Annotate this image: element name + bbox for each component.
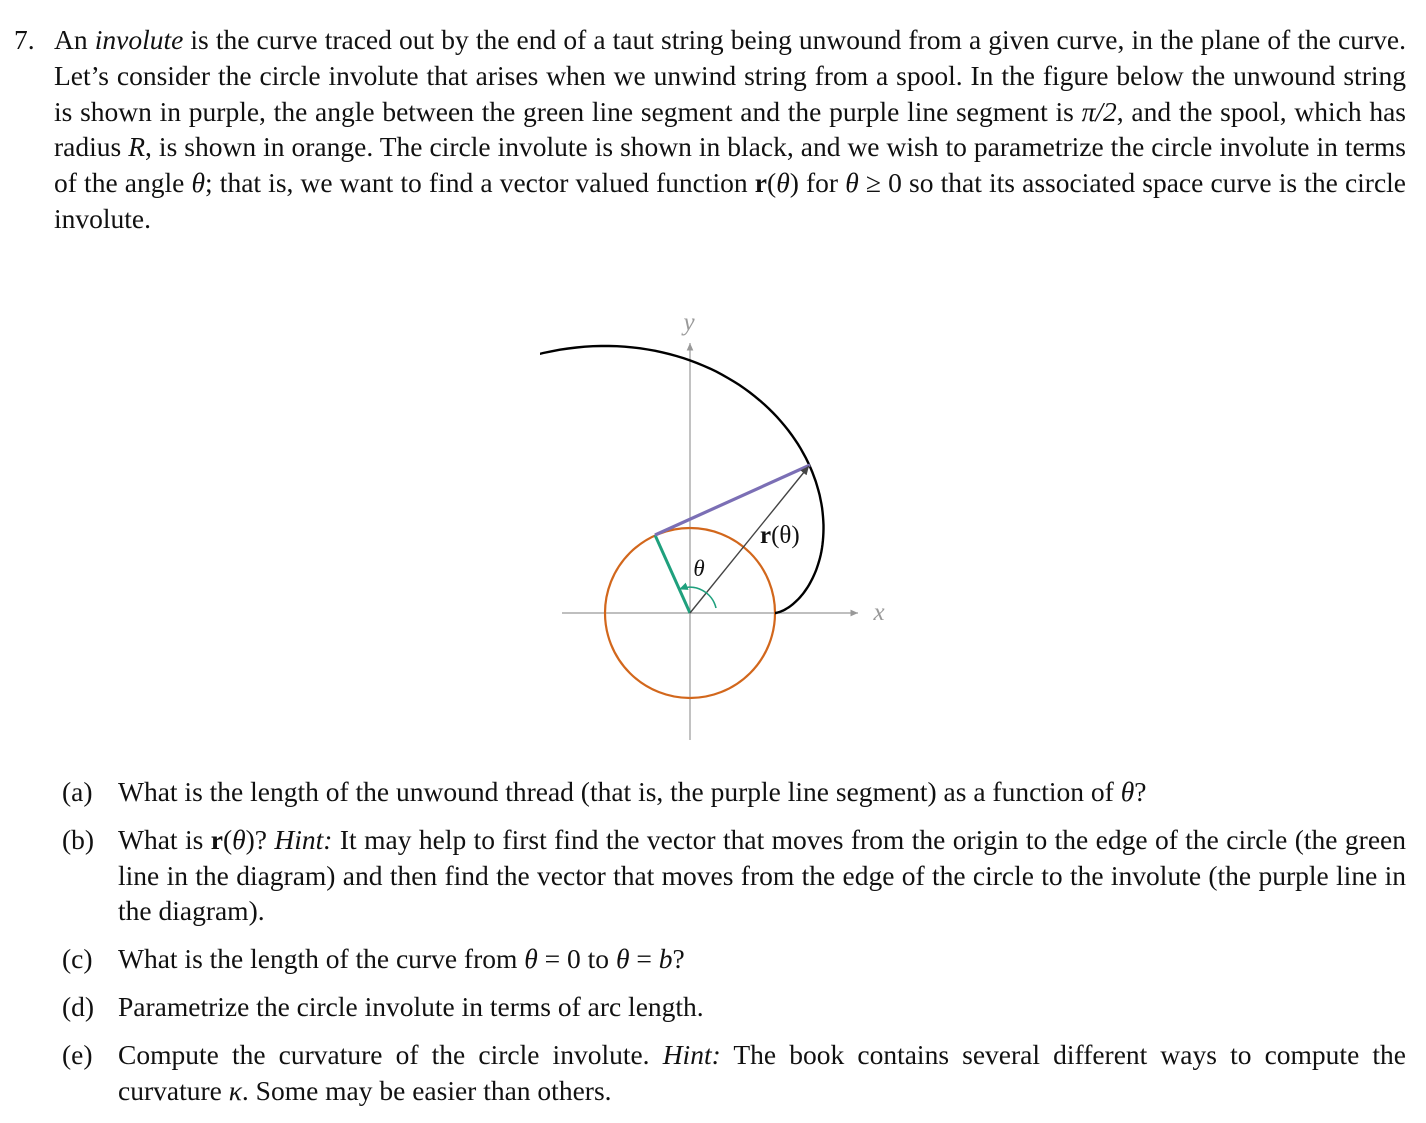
subquestion-text: What is the length of the curve from — [118, 943, 525, 975]
subquestion-text: The book contains several different ways to compute the curvature — [118, 1038, 1406, 1106]
term-involute: involute — [94, 24, 184, 55]
subquestion-text: b — [658, 943, 673, 975]
subquestion-text: ? — [672, 943, 685, 975]
subquestion-text: Hint: — [662, 1038, 721, 1070]
problem-number: 7. — [14, 24, 35, 55]
axis-label-y: y — [683, 309, 695, 336]
subquestion-d — [62, 989, 1406, 1025]
subquestion-text: = 0 to — [537, 943, 616, 975]
text-segment: , is shown in orange. The circle involute is shown in black, and we wish to parametrize the circle involute in terms of the angle — [54, 131, 1406, 199]
vector-label-rest: (θ) — [771, 522, 800, 549]
subquestion-b — [62, 822, 1406, 929]
math-theta: θ — [845, 167, 859, 199]
problem-text — [54, 22, 1406, 237]
axis-label-x: x — [873, 599, 885, 626]
subquestion-text: )? — [245, 823, 275, 855]
subquestion-text: Parametrize the circle involute in terms of arc length. — [118, 990, 704, 1022]
subquestion-text: It may help to first find the vector that moves from the origin to the edge of the circle (the green line in the diagram) and then find the vector that moves from the edge of the circle to the involute (the purple line in the diagram). — [118, 823, 1406, 927]
subquestion-text: θ — [232, 823, 246, 855]
subquestion-text: ? — [1134, 776, 1147, 807]
subquestion-text: θ — [615, 943, 630, 975]
radius-segment — [655, 535, 690, 613]
text-segment: ( — [767, 167, 777, 199]
subquestion-label: (c) — [62, 943, 93, 975]
vector-label-bold: r — [760, 522, 772, 549]
subquestion-text: θ — [524, 943, 538, 975]
text-segment: ≥ 0 so that its associated space curve is the circle involute. — [54, 167, 1406, 234]
subquestion-label: (d) — [62, 990, 95, 1022]
problem-statement — [14, 22, 1406, 237]
math-pi-half: π/2 — [1081, 95, 1117, 127]
subquestion-e — [62, 1037, 1406, 1109]
subquestion-text: r — [210, 823, 223, 855]
subquestion-text: Compute the curvature of the circle involute. — [118, 1038, 663, 1070]
involute-diagram — [540, 300, 900, 750]
subquestion-label: (e) — [62, 1038, 93, 1070]
math-theta: θ — [191, 167, 206, 199]
subquestion-text: = — [629, 943, 659, 975]
subquestion-text: θ — [1120, 776, 1135, 807]
angle-label: θ — [693, 556, 705, 581]
text-segment: , and the spool, which has radius — [54, 95, 1407, 163]
text-segment: ) for — [789, 167, 846, 199]
math-theta: θ — [776, 167, 790, 199]
subquestion-label: (a) — [62, 776, 93, 807]
text-segment: is the curve traced out by the end of a taut string being unwound from a given curve, in the plane of the curve. Let’s consider the circle involute that arises when we unwind string from a spool. In the figure below the unwound string is shown in purple, the angle between the green line segment and the purple line segment is — [54, 24, 1406, 127]
subquestion-text: What is — [118, 823, 211, 855]
math-r-bold: r — [754, 167, 768, 199]
subquestions — [62, 774, 1406, 1120]
text-segment: ; that is, we want to find a vector valued function — [205, 167, 755, 199]
subquestion-text: ( — [222, 823, 233, 855]
involute-figure — [540, 300, 900, 750]
subquestion-a — [62, 774, 1406, 810]
subquestion-text: What is the length of the unwound thread (that is, the purple line segment) as a function of — [118, 776, 1121, 807]
subquestion-text: κ — [228, 1074, 242, 1106]
subquestion-label: (b) — [62, 823, 95, 855]
subquestion-text: . Some may be easier than others. — [241, 1074, 612, 1106]
math-R: R — [128, 131, 146, 163]
subquestion-text: Hint: — [274, 823, 333, 855]
vector-label — [760, 522, 800, 549]
subquestion-c — [62, 941, 1406, 977]
text-segment: An — [54, 24, 95, 55]
